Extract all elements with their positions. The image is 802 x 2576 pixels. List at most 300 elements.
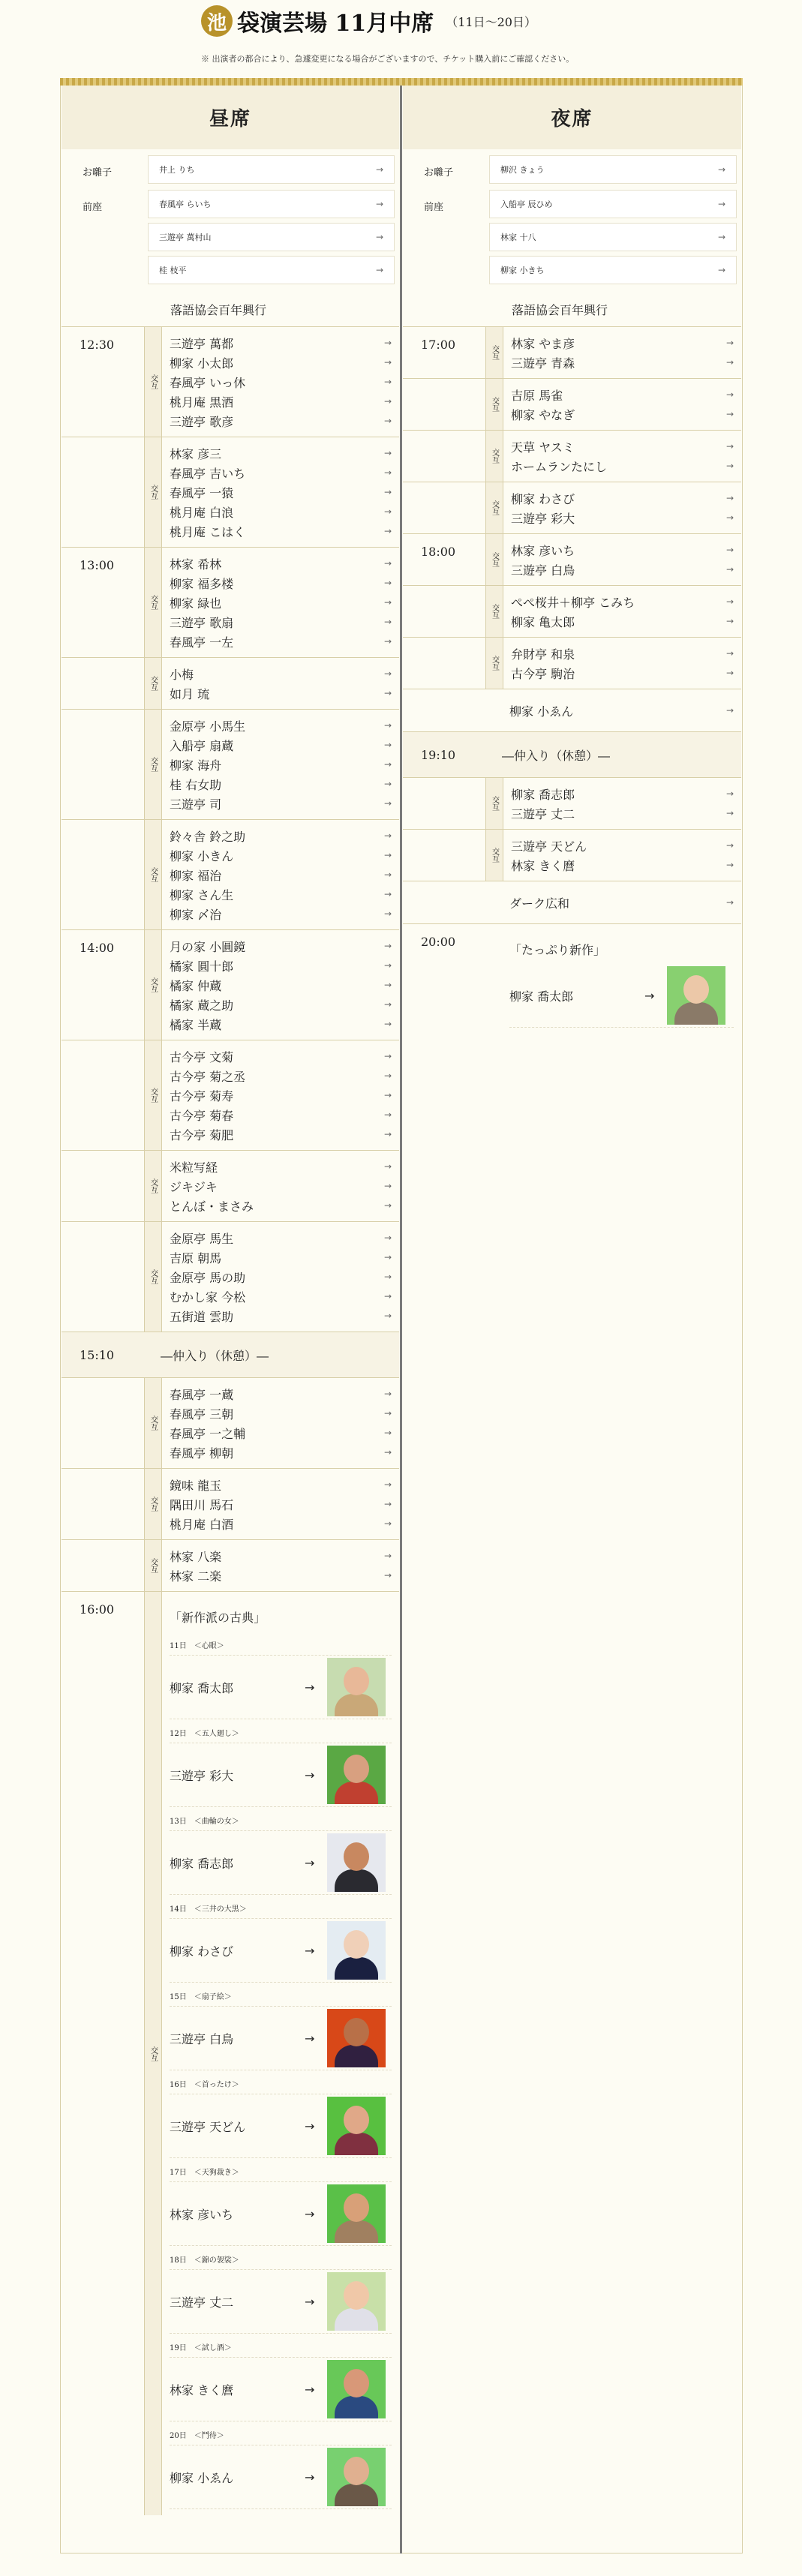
performer-photo <box>327 1833 386 1892</box>
performer-link[interactable] <box>170 1066 392 1085</box>
performer-link[interactable] <box>511 333 734 353</box>
arrow-icon: → <box>717 232 725 242</box>
performer-link[interactable] <box>511 353 734 372</box>
program-slot <box>403 430 741 482</box>
slot-performers <box>503 534 741 585</box>
program-slot <box>62 709 399 819</box>
arrow-icon: → <box>383 869 392 880</box>
alternating-tag: 交互 <box>144 930 162 1040</box>
performer-link[interactable] <box>170 1404 392 1423</box>
performer-link[interactable] <box>170 1286 392 1306</box>
performer-link[interactable] <box>511 644 734 663</box>
slot-performers <box>162 658 399 709</box>
program-slot <box>62 547 399 657</box>
staff-role: 前座 <box>83 202 103 213</box>
arrow-icon: → <box>383 1161 392 1172</box>
arrow-icon: → <box>383 1428 392 1438</box>
alternating-tag: 交互 <box>144 327 162 437</box>
performer-name: 三遊亭 天どん <box>511 839 587 854</box>
performer-link[interactable] <box>170 1566 392 1585</box>
performer-photo-link[interactable] <box>170 1830 392 1895</box>
arrow-icon: → <box>375 164 383 175</box>
arrow-icon: → <box>725 596 734 607</box>
performer-name: 林家 やま彦 <box>511 336 575 351</box>
performer-link[interactable] <box>170 1514 392 1533</box>
performer-link[interactable] <box>170 353 392 372</box>
arrow-icon: → <box>383 1479 392 1490</box>
arrow-icon: → <box>725 493 734 503</box>
staff-name: 井上 りち <box>159 165 195 175</box>
staff-name: 桂 枝平 <box>159 266 187 275</box>
photo-face <box>683 975 709 1004</box>
performer-name: 米粒写経 <box>170 1160 218 1175</box>
performer-name: 林家 彦三 <box>170 446 222 461</box>
performer-photo-link[interactable] <box>170 2006 392 2070</box>
night-column <box>403 86 741 1034</box>
day-caption: 16日 ＜首ったけ＞ <box>170 2081 239 2089</box>
performer-link[interactable] <box>170 1228 392 1247</box>
performer-link[interactable] <box>170 1475 392 1494</box>
performer-name: 三遊亭 丈二 <box>170 2295 234 2310</box>
arrow-icon: → <box>375 199 383 209</box>
performer-name: 林家 きく麿 <box>170 2382 234 2397</box>
performer-name: 三遊亭 丈二 <box>511 806 575 821</box>
performer-name: 三遊亭 萬都 <box>170 336 234 351</box>
performer-name: 三遊亭 白鳥 <box>511 563 575 578</box>
performer-name: 古今亭 菊之丞 <box>170 1069 246 1084</box>
special-performer-link[interactable] <box>403 689 741 731</box>
performer-link[interactable] <box>170 735 392 755</box>
performer-photo-link[interactable] <box>170 2269 392 2334</box>
performer-link[interactable] <box>511 540 734 560</box>
performer-link[interactable] <box>170 411 392 431</box>
gold-border <box>60 78 743 86</box>
performer-name: 春風亭 一蔵 <box>170 1387 234 1402</box>
arrow-icon: → <box>725 461 734 471</box>
performer-link[interactable] <box>170 1247 392 1267</box>
performer-link[interactable] <box>170 372 392 392</box>
day-column <box>62 86 399 2515</box>
slot-time: 20:00 <box>421 935 456 949</box>
slot-time <box>403 586 485 637</box>
slot-time <box>403 379 485 430</box>
performer-link[interactable] <box>170 975 392 995</box>
arrow-icon: → <box>383 1389 392 1399</box>
performer-link[interactable] <box>511 456 734 476</box>
performer-photo-link[interactable] <box>170 2094 392 2158</box>
staff-role: 前座 <box>424 202 444 213</box>
photo-face <box>344 2193 369 2222</box>
arrow-icon: → <box>383 448 392 458</box>
arrow-icon: → <box>375 265 383 275</box>
performer-link[interactable] <box>511 611 734 631</box>
performer-name: 五街道 雲助 <box>170 1309 234 1324</box>
performer-name: 柳家 小ゑん <box>509 704 574 719</box>
photo-body <box>335 1694 378 1716</box>
performer-name: 柳家 わさび <box>170 1944 234 1959</box>
ike-logo-icon: 池 <box>201 5 233 37</box>
performer-photo-link[interactable] <box>170 2445 392 2509</box>
arrow-icon: → <box>383 1070 392 1081</box>
slot-time: 13:00 <box>80 558 115 572</box>
arrow-icon: → <box>305 1680 315 1695</box>
arrow-icon: → <box>383 617 392 627</box>
program-slot <box>62 1221 399 1332</box>
arrow-icon: → <box>383 396 392 407</box>
arrow-icon: → <box>383 1090 392 1100</box>
performer-photo <box>327 2009 386 2067</box>
alternating-tag: 交互 <box>485 830 503 881</box>
performer-name: 三遊亭 彩大 <box>511 511 575 526</box>
staff-row <box>62 190 399 284</box>
performer-name: 如月 琉 <box>170 686 210 701</box>
staff-name-link[interactable] <box>148 190 395 218</box>
staff-name: 三遊亭 萬村山 <box>159 233 212 242</box>
performer-link[interactable] <box>170 1196 392 1215</box>
arrow-icon: → <box>383 779 392 789</box>
staff-names <box>148 155 399 184</box>
arrow-icon: → <box>725 788 734 799</box>
photo-face <box>344 1842 369 1871</box>
photo-body <box>674 1002 718 1025</box>
arrow-icon: → <box>305 2118 315 2133</box>
arrow-icon: → <box>383 941 392 951</box>
arrow-icon: → <box>383 798 392 809</box>
arrow-icon: → <box>717 265 725 275</box>
finale-title: 「たっぷり新作」 <box>509 943 606 957</box>
performer-link[interactable] <box>511 803 734 823</box>
performer-link[interactable] <box>511 404 734 424</box>
performer-name: 林家 八楽 <box>170 1549 222 1564</box>
night-heading: 夜席 <box>403 86 741 149</box>
performer-link[interactable] <box>511 784 734 803</box>
performer-name: 古今亭 菊肥 <box>170 1127 234 1142</box>
performer-link[interactable] <box>511 855 734 875</box>
performer-link[interactable] <box>170 554 392 573</box>
program-slot <box>62 1468 399 1539</box>
performer-link[interactable] <box>170 1443 392 1462</box>
intermission-label: ―仲入り（休憩）― <box>502 748 611 763</box>
staff-names <box>148 190 399 284</box>
arrow-icon: → <box>383 338 392 348</box>
photo-body <box>335 1957 378 1980</box>
performer-photo <box>327 2184 386 2243</box>
performer-photo-link[interactable] <box>509 964 734 1028</box>
performer-name: 三遊亭 青森 <box>511 356 575 371</box>
performer-photo <box>327 2360 386 2418</box>
performer-link[interactable] <box>170 664 392 683</box>
performer-photo <box>327 2097 386 2155</box>
performer-name: 春風亭 三朝 <box>170 1407 234 1422</box>
performer-link[interactable] <box>170 1494 392 1514</box>
intermission-row <box>403 731 741 777</box>
arrow-icon: → <box>383 487 392 497</box>
special-performer-link[interactable] <box>403 881 741 923</box>
arrow-icon: → <box>725 564 734 575</box>
arrow-icon: → <box>725 616 734 626</box>
arrow-icon: → <box>725 705 734 716</box>
staff-name-link[interactable] <box>148 155 395 184</box>
performer-name: 三遊亭 彩大 <box>170 1768 234 1783</box>
photo-body <box>335 1869 378 1892</box>
performer-name: ぺぺ桜井＋柳亭 こみち <box>511 595 635 610</box>
performer-link[interactable] <box>170 936 392 956</box>
performer-link[interactable] <box>170 1306 392 1326</box>
program-slot <box>62 819 399 929</box>
performer-link[interactable] <box>170 826 392 845</box>
performer-link[interactable] <box>170 1546 392 1566</box>
performer-link[interactable] <box>170 521 392 541</box>
staff-role: お囃子 <box>424 167 454 179</box>
performer-name: 古今亭 菊春 <box>170 1108 234 1123</box>
slot-time: 15:10 <box>80 1347 115 1362</box>
performer-link[interactable] <box>170 443 392 463</box>
arrow-icon: → <box>383 1311 392 1321</box>
performer-link[interactable] <box>170 593 392 612</box>
performer-name: 柳家 亀太郎 <box>511 614 575 629</box>
slot-time: 12:30 <box>80 338 115 352</box>
performer-link[interactable] <box>170 1014 392 1034</box>
title-dates: （11日〜20日） <box>446 14 536 29</box>
photo-face <box>344 2018 369 2046</box>
staff-name-link[interactable] <box>489 256 737 284</box>
performer-link[interactable] <box>170 392 392 411</box>
program-slot <box>403 777 741 829</box>
arrow-icon: → <box>383 1408 392 1419</box>
photo-body <box>335 2308 378 2331</box>
arrow-icon: → <box>383 1181 392 1191</box>
performer-link[interactable] <box>170 1085 392 1105</box>
arrow-icon: → <box>305 1855 315 1870</box>
program-slot <box>62 1539 399 1591</box>
performer-link[interactable] <box>170 632 392 651</box>
photo-body <box>335 2133 378 2155</box>
performer-link[interactable] <box>170 904 392 923</box>
arrow-icon: → <box>383 830 392 841</box>
photo-face <box>344 2106 369 2134</box>
alternating-tag: 交互 <box>144 1540 162 1591</box>
performer-name: 月の家 小圓鏡 <box>170 939 246 954</box>
performer-name: 吉原 馬雀 <box>511 388 563 403</box>
performer-link[interactable] <box>170 755 392 774</box>
slot-performers <box>503 638 741 689</box>
performer-photo-link[interactable] <box>170 1743 392 1807</box>
slot-time <box>62 1151 144 1221</box>
arrow-icon: → <box>383 1252 392 1262</box>
performer-link[interactable] <box>170 774 392 794</box>
finale-title: 「新作派の古典」 <box>170 1611 266 1625</box>
performer-link[interactable] <box>170 794 392 813</box>
performer-name: 柳家 わさび <box>511 491 575 506</box>
performer-name: 三遊亭 司 <box>170 797 222 812</box>
performer-photo-link[interactable] <box>170 2181 392 2246</box>
slot-performers <box>162 1469 399 1539</box>
arrow-icon: → <box>383 558 392 569</box>
performer-link[interactable] <box>511 663 734 683</box>
staff-role: お囃子 <box>83 167 113 179</box>
alternating-tag: 交互 <box>485 379 503 430</box>
staff-name-link[interactable] <box>489 190 737 218</box>
performer-link[interactable] <box>170 612 392 632</box>
performer-link[interactable] <box>511 385 734 404</box>
alternating-tag: 交互 <box>485 431 503 482</box>
program-slot <box>403 585 741 637</box>
performer-link[interactable] <box>170 1423 392 1443</box>
arrow-icon: → <box>305 2469 315 2484</box>
performer-link[interactable] <box>511 592 734 611</box>
performer-name: 橘家 圓十郎 <box>170 959 234 974</box>
performer-link[interactable] <box>170 845 392 865</box>
finale-body <box>162 1592 399 2515</box>
alternating-tag: 交互 <box>485 327 503 378</box>
arrow-icon: → <box>305 2382 315 2397</box>
performer-name: 柳家 小ゑん <box>170 2470 234 2485</box>
performer-link[interactable] <box>170 482 392 502</box>
performer-photo-link[interactable] <box>170 2357 392 2421</box>
performer-name: 弁財亭 和泉 <box>511 647 575 662</box>
arrow-icon: → <box>725 808 734 818</box>
staff-name-link[interactable] <box>148 223 395 251</box>
slot-performers <box>162 710 399 819</box>
staff-name-link[interactable] <box>489 223 737 251</box>
staff-row <box>403 190 741 284</box>
performer-link[interactable] <box>511 560 734 579</box>
performer-name: 春風亭 柳朝 <box>170 1446 234 1461</box>
performer-link[interactable] <box>170 463 392 482</box>
performer-name: 三遊亭 白鳥 <box>170 2031 234 2046</box>
arrow-icon: → <box>725 897 734 908</box>
photo-body <box>335 2396 378 2418</box>
slot-time <box>403 431 485 482</box>
finale-slot <box>403 923 741 1034</box>
arrow-icon: → <box>717 164 725 175</box>
arrow-icon: → <box>725 357 734 368</box>
day-heading: 昼席 <box>62 86 399 149</box>
performer-link[interactable] <box>511 437 734 456</box>
program-slot <box>62 326 399 437</box>
arrow-icon: → <box>383 377 392 387</box>
performer-link[interactable] <box>170 1157 392 1176</box>
performer-name: 金原亭 小馬生 <box>170 719 246 734</box>
performer-name: 林家 二楽 <box>170 1569 222 1584</box>
slot-performers <box>162 437 399 547</box>
slot-time: 19:10 <box>421 747 456 762</box>
alternating-tag: 交互 <box>144 658 162 709</box>
performer-link[interactable] <box>511 508 734 527</box>
day-caption: 12日 ＜五人廻し＞ <box>170 1730 239 1738</box>
performer-photo-link[interactable] <box>170 1918 392 1983</box>
alternating-tag: 交互 <box>144 437 162 547</box>
slot-time <box>62 437 144 547</box>
alternating-tag: 交互 <box>485 482 503 533</box>
page-header <box>0 0 802 75</box>
arrow-icon: → <box>383 688 392 698</box>
arrow-icon: → <box>383 980 392 990</box>
alternating-tag: 交互 <box>485 778 503 829</box>
performer-link[interactable] <box>170 1384 392 1404</box>
performer-name: 金原亭 馬生 <box>170 1231 234 1246</box>
day-caption: 18日 ＜錦の袈裟＞ <box>170 2256 239 2265</box>
performer-name: 桃月庵 白浪 <box>170 505 234 520</box>
arrow-icon: → <box>383 1019 392 1029</box>
program-slot <box>62 929 399 1040</box>
performer-link[interactable] <box>170 716 392 735</box>
performer-link[interactable] <box>170 956 392 975</box>
arrow-icon: → <box>305 2206 315 2221</box>
slot-performers <box>162 1378 399 1468</box>
program-slot <box>62 1150 399 1221</box>
performer-link[interactable] <box>170 502 392 521</box>
arrow-icon: → <box>305 1767 315 1782</box>
slot-time <box>403 778 485 829</box>
performer-photo <box>327 1658 386 1716</box>
arrow-icon: → <box>383 1109 392 1120</box>
staff-name-link[interactable] <box>148 256 395 284</box>
slot-performers <box>503 586 741 637</box>
slot-time <box>403 638 485 689</box>
performer-name: 春風亭 吉いち <box>170 466 246 481</box>
performer-link[interactable] <box>170 884 392 904</box>
performer-name: 桂 右女助 <box>170 777 222 792</box>
alternating-tag: 交互 <box>485 534 503 585</box>
arrow-icon: → <box>383 1129 392 1139</box>
performer-photo-link[interactable] <box>170 1655 392 1719</box>
performer-link[interactable] <box>170 1046 392 1066</box>
performer-link[interactable] <box>170 1176 392 1196</box>
arrow-icon: → <box>725 512 734 523</box>
arrow-icon: → <box>725 441 734 452</box>
performer-link[interactable] <box>170 865 392 884</box>
performer-link[interactable] <box>170 683 392 703</box>
arrow-icon: → <box>383 850 392 860</box>
slot-time <box>62 1469 144 1539</box>
program-slot <box>62 1040 399 1150</box>
slot-time: 18:00 <box>421 545 456 559</box>
column-divider <box>400 86 402 2553</box>
performer-link[interactable] <box>170 1267 392 1286</box>
performer-link[interactable] <box>170 995 392 1014</box>
page-title <box>201 5 536 38</box>
day-caption: 19日 ＜試し酒＞ <box>170 2344 232 2352</box>
performer-link[interactable] <box>170 1124 392 1144</box>
alternating-tag: 交互 <box>144 710 162 819</box>
photo-body <box>335 2045 378 2067</box>
performer-link[interactable] <box>170 333 392 353</box>
arrow-icon: → <box>725 545 734 555</box>
photo-face <box>344 1755 369 1783</box>
performer-name: 春風亭 いっ休 <box>170 375 246 390</box>
performer-link[interactable] <box>170 573 392 593</box>
arrow-icon: → <box>383 1499 392 1509</box>
slot-time: 16:00 <box>80 1602 115 1617</box>
performer-name: 三遊亭 歌扇 <box>170 615 234 630</box>
arrow-icon: → <box>383 597 392 608</box>
arrow-icon: → <box>725 338 734 348</box>
alternating-tag: 交互 <box>485 638 503 689</box>
performer-name: 桃月庵 黒酒 <box>170 395 234 410</box>
performer-link[interactable] <box>511 488 734 508</box>
performer-link[interactable] <box>170 1105 392 1124</box>
program-slot <box>403 326 741 378</box>
performer-name: ホームランたにし <box>511 459 608 474</box>
performer-link[interactable] <box>511 836 734 855</box>
arrow-icon: → <box>383 1570 392 1581</box>
staff-name-link[interactable] <box>489 155 737 184</box>
performer-photo <box>327 1746 386 1804</box>
staff-row <box>403 155 741 184</box>
performer-name: 鈴々舎 鈴之助 <box>170 829 246 844</box>
staff-name: 柳家 小きち <box>500 266 545 275</box>
